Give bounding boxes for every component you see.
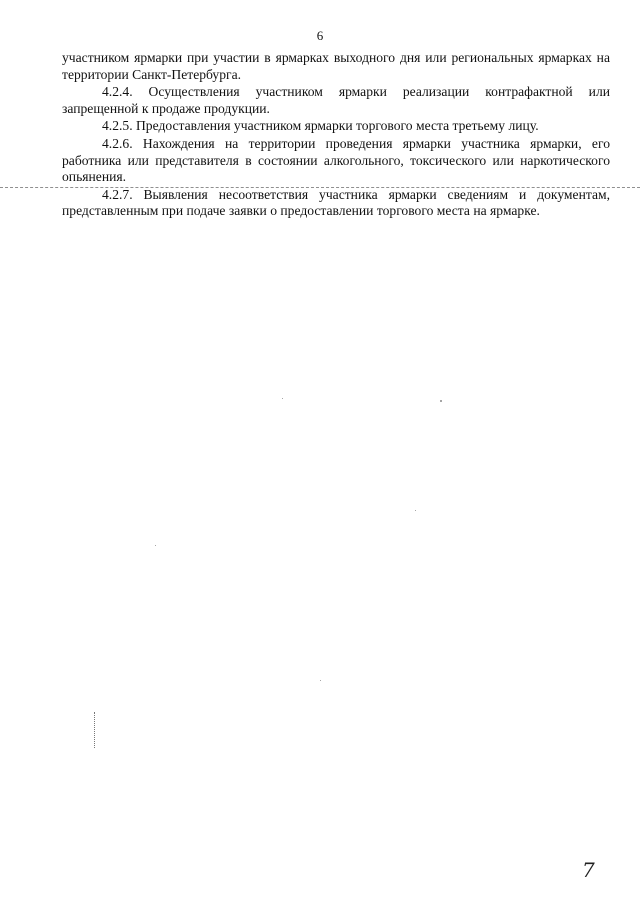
paragraph-4-2-5: 4.2.5. Предоставления участником ярмарки торгового места третьему лицу. bbox=[102, 118, 539, 134]
scan-speck bbox=[155, 545, 156, 546]
scan-speck bbox=[282, 398, 283, 399]
scan-artifact-marks bbox=[94, 712, 96, 748]
scan-speck bbox=[320, 680, 321, 681]
paragraph-continuation: участником ярмарки при участии в ярмарках выходного дня или региональных ярмарках на территории Санкт-Петербурга. bbox=[62, 50, 610, 82]
scan-artifact-line bbox=[0, 187, 640, 188]
paragraph-4-2-7: 4.2.7. Выявления несоответствия участника ярмарки сведениям и документам, представленным при подаче заявки о предоставлении торгового места на ярмарке. bbox=[62, 186, 610, 219]
scan-speck bbox=[415, 510, 416, 511]
scan-speck bbox=[440, 400, 442, 402]
document-body bbox=[62, 50, 610, 221]
paragraph-4-2-6: 4.2.6. Нахождения на территории проведения ярмарки участника ярмарки, его работника или представителя в состоянии алкогольного, токсического или наркотического опьянения. bbox=[62, 135, 610, 185]
page-number: 6 bbox=[316, 28, 324, 43]
handwritten-mark: 7 bbox=[582, 858, 595, 882]
paragraph-4-2-4: 4.2.4. Осуществления участником ярмарки реализации контрафактной или запрещенной к продаже продукции. bbox=[62, 84, 610, 116]
